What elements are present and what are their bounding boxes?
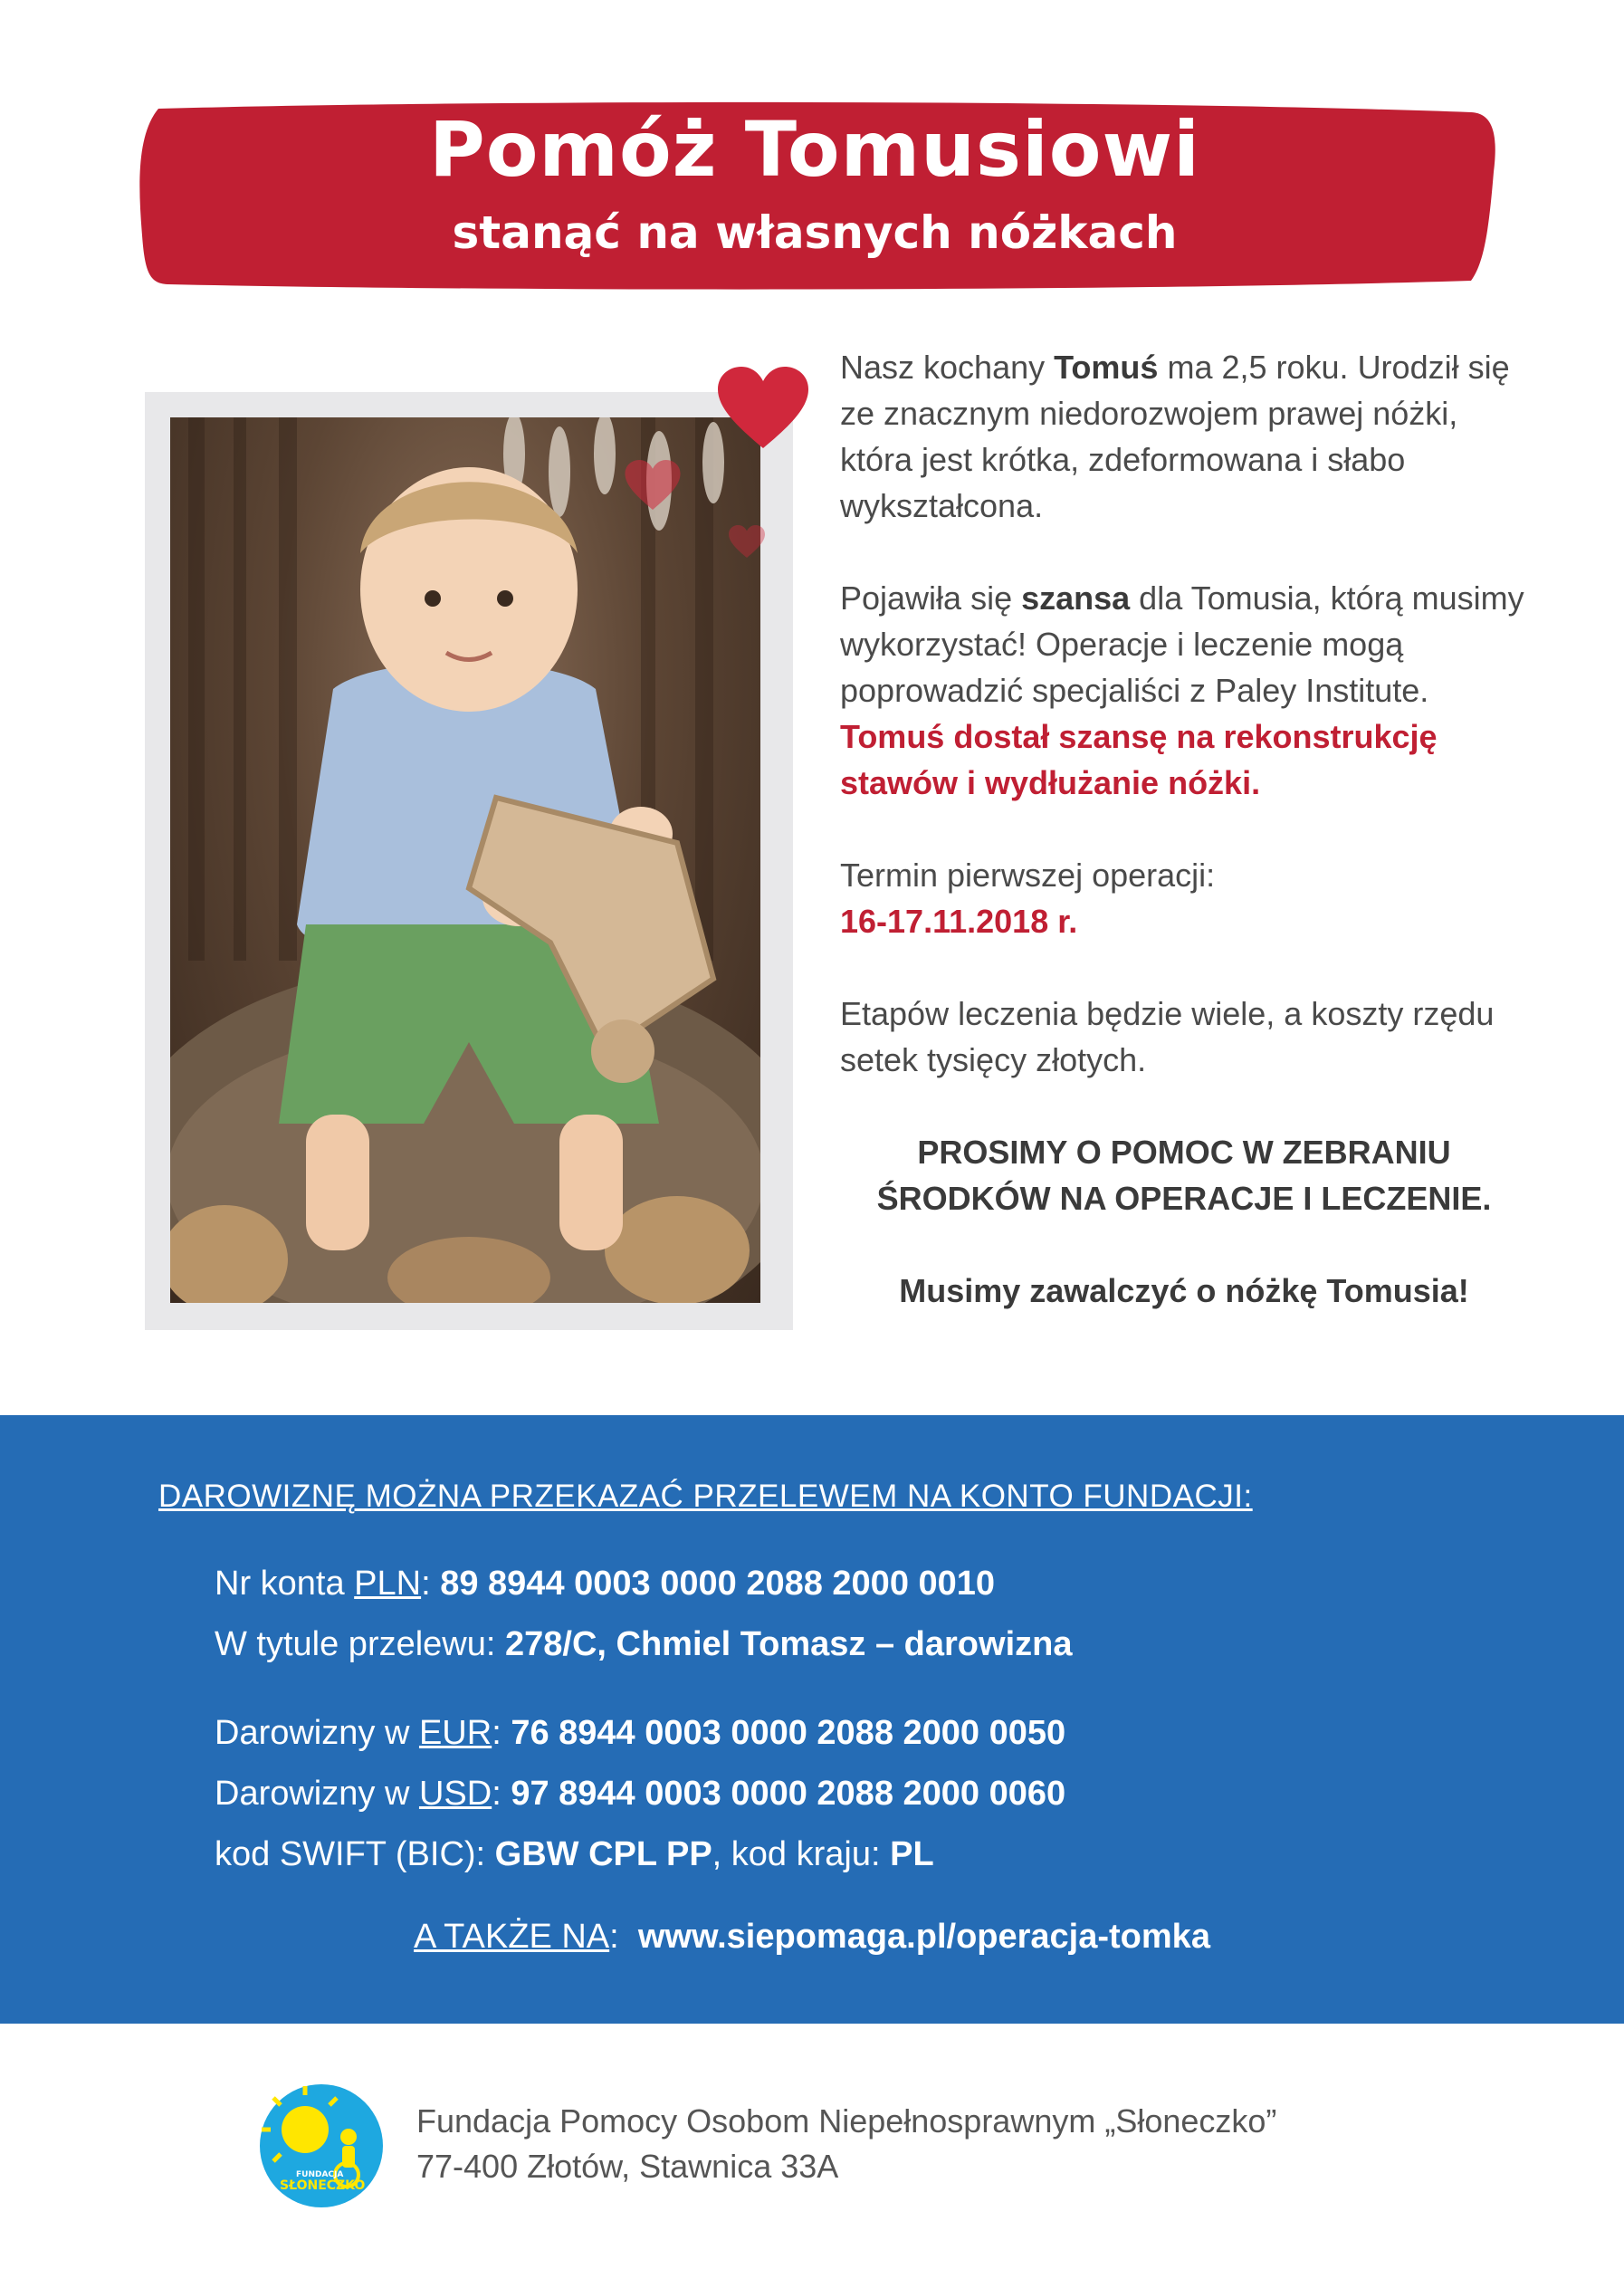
intro-paragraph: Nasz kochany Tomuś ma 2,5 roku. Urodził się ze znacznym niedorozwojem prawej nóżki, która jest krótka, zdeformowana i słabo wykształcona. xyxy=(840,349,1510,524)
foundation-logo xyxy=(258,2082,385,2209)
heart-icon xyxy=(718,367,808,453)
also-line: A TAKŻE NA: www.siepomaga.pl/operacja-tomka xyxy=(414,1918,1210,1956)
logo-text-top: FUNDACJA xyxy=(296,2170,344,2179)
chance-paragraph: Pojawiła się szansa dla Tomusia, którą musimy wykorzystać! Operacje i leczenie mogą poprowadzić specjaliści z Paley Institute. xyxy=(840,579,1524,709)
donation-section xyxy=(0,1415,1624,2024)
cost-paragraph: Etapów leczenia będzie wiele, a koszty rzędu setek tysięcy złotych. xyxy=(840,995,1495,1078)
org-address: 77-400 Złotów, Stawnica 33A xyxy=(416,2148,839,2185)
child-name: Tomuś xyxy=(1054,349,1159,386)
usd-account-number[interactable]: 97 8944 0003 0000 2088 2000 0060 xyxy=(511,1775,1066,1813)
page-title: Pomóż Tomusiowi xyxy=(429,105,1200,194)
transfer-title[interactable]: 278/C, Chmiel Tomasz – darowizna xyxy=(505,1625,1073,1663)
page-subtitle: stanąć na własnych nóżkach xyxy=(452,206,1178,259)
photo-frame xyxy=(145,392,793,1330)
child-photo xyxy=(170,417,760,1303)
fundraiser-link[interactable]: www.siepomaga.pl/operacja-tomka xyxy=(637,1918,1210,1956)
pln-account-number[interactable]: 89 8944 0003 0000 2088 2000 0010 xyxy=(440,1565,996,1603)
closing-text: Musimy zawalczyć o nóżkę Tomusia! xyxy=(899,1272,1469,1309)
footer-text xyxy=(416,2099,1276,2189)
appeal-text: PROSIMY O POMOC W ZEBRANIU ŚRODKÓW NA OPERACJE I LECZENIE. xyxy=(876,1134,1492,1217)
eur-account-number[interactable]: 76 8944 0003 0000 2088 2000 0050 xyxy=(511,1714,1066,1752)
country-code: PL xyxy=(890,1835,934,1873)
transfer-title-line: W tytule przelewu: 278/C, Chmiel Tomasz – darowizna xyxy=(215,1625,1073,1663)
chance-highlight: Tomuś dostał szansę na rekonstrukcję stawów i wydłużanie nóżki. xyxy=(840,718,1438,801)
eur-account-line: Darowizny w EUR: 76 8944 0003 0000 2088 2000 0050 xyxy=(215,1714,1066,1752)
operation-date-label: Termin pierwszej operacji: xyxy=(840,857,1216,894)
logo-text-bottom: SŁONECZKO xyxy=(280,2178,366,2193)
pln-account-line: Nr konta PLN: 89 8944 0003 0000 2088 2000 0010 xyxy=(215,1565,996,1603)
swift-code[interactable]: GBW CPL PP xyxy=(494,1835,712,1873)
org-name: Fundacja Pomocy Osobom Niepełnosprawnym „Słoneczko” xyxy=(416,2102,1277,2140)
swift-line: kod SWIFT (BIC): GBW CPL PP, kod kraju: PL xyxy=(215,1835,934,1873)
header-banner xyxy=(131,100,1498,294)
heart-icon xyxy=(625,460,681,512)
operation-date: 16-17.11.2018 r. xyxy=(840,903,1078,940)
donation-heading: DAROWIZNĘ MOŻNA PRZEKAZAĆ PRZELEWEM NA KONTO FUNDACJI: xyxy=(158,1479,1253,1514)
story-text xyxy=(840,344,1528,1314)
heart-icon xyxy=(729,525,765,560)
usd-account-line: Darowizny w USD: 97 8944 0003 0000 2088 2000 0060 xyxy=(215,1775,1066,1813)
